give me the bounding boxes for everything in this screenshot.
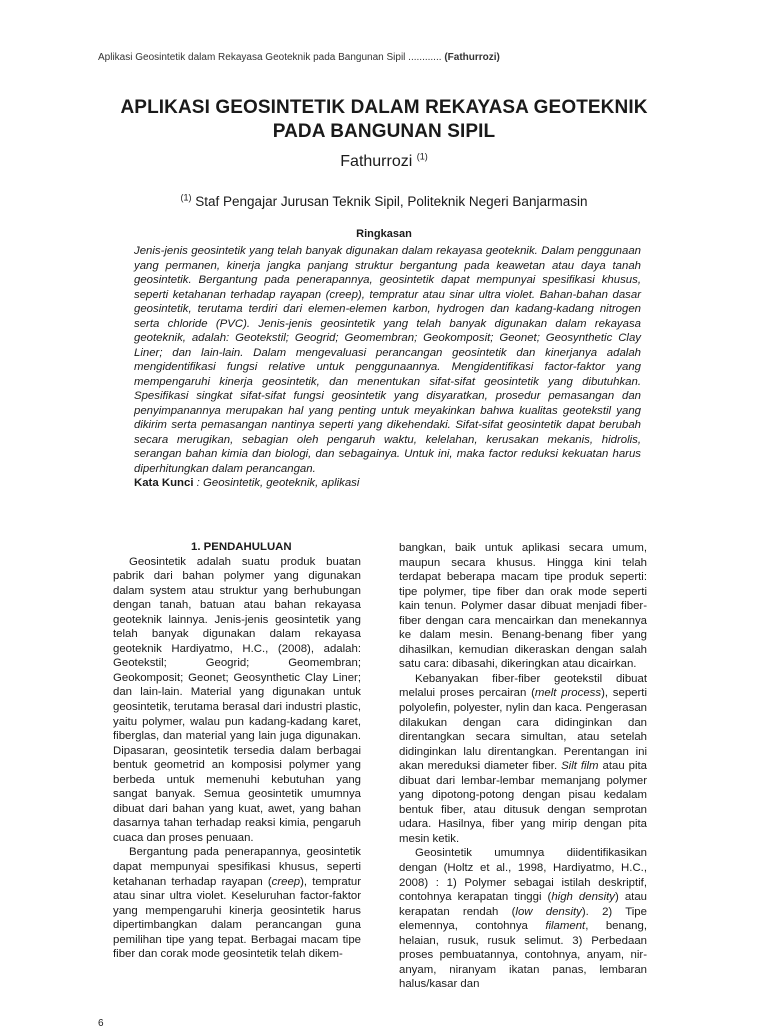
abstract-heading: Ringkasan	[356, 228, 412, 240]
paragraph-text: ), tempratur atau sinar ultra violet. Keseluruhan factor-faktor yang mempengaruhi kinerja geosintetik harus dipertimbangkan dalam perancangan guna pemilihan tipe yang tepat. Berbagai macam tipe fiber dan corak mode geosintetik telah dikem-	[113, 875, 361, 961]
body-column-right	[399, 541, 647, 992]
keywords	[134, 476, 641, 491]
paragraph	[399, 846, 647, 991]
emphasis-term: low density	[515, 905, 582, 918]
title-line-2: PADA BANGUNAN SIPIL	[272, 121, 496, 142]
body-column-left	[113, 540, 361, 962]
paper-title	[60, 96, 708, 144]
keywords-label: Kata Kunci	[134, 477, 194, 489]
paragraph: Geosintetik adalah suatu produk buatan pabrik dari bahan polymer yang digunakan dalam system atau struktur yang berhubungan dengan tanah, batuan atau bahan rekayasa geoteknik lainnya. Jenis-jenis geosintetik yang telah banyak digunakan dalam rekayasa geoteknik Hardiyatmo, H.C., (2008), adalah: Geotekstil; Geogrid; Geomembran; Geokomposit; Geonet; Geosynthetic Clay Liner; dan lain-lain. Material yang digunakan untuk geosintetik, terutama berasal dari industri plastic, yaitu polymer, walau pun kadang-kadang karet, fiberglas, dan material yang lain juga digunakan. Dipasaran, geosintetik tersedia dalam berbagai bentuk geometrid an komposisi polymer yang berbeda untuk memenuhi kebutuhan yang sangat banyak. Semua geosintetik umumnya dibuat dari bahan yang kuat, awet, yang bahan dasarnya tahan terhadap reaksi kimia, pengaruh cuaca dan proses penuaan.	[113, 555, 361, 844]
paragraph-text: ), seperti polyolefin, polyester, nylin dan kaca. Pengerasan dilakukan dengan cara didinginkan dan direntangkan secara simultan, atau setelah didinginkan lalu direntangkan. Perentangan ini akan mereduksi diameter fiber.	[399, 687, 647, 773]
page-number: 6	[98, 1018, 104, 1029]
paragraph-text: Bergantung pada penerapannya, geosintetik dapat mempunyai spesifikasi khusus, seperti ketahanan terhadap rayapan (	[113, 846, 361, 888]
affiliation-text: Staf Pengajar Jurusan Teknik Sipil, Politeknik Negeri Banjarmasin	[191, 194, 588, 209]
emphasis-term: melt process	[534, 687, 602, 700]
author-name: Fathurrozi	[340, 153, 417, 170]
section-heading: 1. PENDAHULUAN	[191, 541, 292, 553]
paragraph-text: atau pita dibuat dari lembar-lembar memanjang polymer yang dipotong-potong dengan pisau kedalam bentuk fiber, atau ditusuk dengan semprotan udara. Hasilnya, fiber yang mirip dengan pita mesin ketik.	[399, 760, 647, 845]
abstract-text: Jenis-jenis geosintetik yang telah banyak digunakan dalam rekayasa geoteknik. Dalam penggunaan yang permanen, kinerja jangka panjang struktur bergantung pada keawetan atau daya tanah geosintetik. Bergantung pada penerapannya, geosintetik dapat mempunyai spesifikasi khusus, seperti ketahanan terhadap rayapan (creep), tempratur atau sinar ultra violet. Bahan-bahan dasar geosintetik, terutama terdiri dari elemen-elemen karbon, hydrogen dan kadang-kadang nitrogen serta chloride (PVC). Jenis-jenis geosintetik yang telah banyak digunakan dalam rekayasa geoteknik, adalah: Geotekstil; Geogrid; Geomembran; Geokomposit; Geonet; Geosynthetic Clay Liner; dan lain-lain. Dalam mengevaluasi perancangan geosintetik dan kinerjanya adalah mengidentifikasi fungsi relative untuk penggunaannya. Mengidentifikasi factor-faktor yang mempengaruhi kinerja geosintetik, dan menentukan sifat-sifat geosintetik yang dibutuhkan. Spesifikasi singkat sifat-sifat fungsi geosintetik yang disyaratkan, prosedur pemasangan dan penyimpanannya merupakan hal yang penting untuk meyakinkan bahwa kualitas geotekstil yang dikirim serta pemasangan nantinya seperti yang dikehendaki. Sifat-sifat geosintetik dapat berubah secara merugikan, sebagian oleh pengaruh waktu, kelelahan, kerusakan mekanis, hidrolis, serangan bahan kimia dan biologi, dan sebagainya. Untuk ini, maka factor reduksi kekuatan harus diperhitungkan dalam perancangan.	[134, 245, 641, 475]
paragraph	[399, 672, 647, 847]
author-marker: (1)	[416, 151, 428, 162]
paragraph-text: Geosintetik umumnya diidentifikasikan dengan (Holtz et al., 1998, Hardiyatmo, H.C., 2008) : 1) Polymer sebagai istilah deskriptif, contohnya kerapatan tinggi (	[399, 847, 647, 904]
keywords-text: : Geosintetik, geoteknik, aplikasi	[193, 477, 360, 489]
paragraph-text: ). 2) Tipe elemennya, contohnya	[399, 905, 647, 933]
emphasis-term: creep	[271, 875, 301, 888]
paragraph-text: , benang, helaian, rusuk, rusuk selimut. 3) Perbedaan proses pembuatannya, contohnya, anyam, nir-anyam, niranyam ikatan panas, lembaran halus/kasar dan	[399, 920, 647, 991]
emphasis-term: high density	[551, 891, 615, 904]
running-header	[98, 52, 658, 63]
running-title: Aplikasi Geosintetik dalam Rekayasa Geoteknik pada Bangunan Sipil ............	[98, 52, 442, 63]
running-author: (Fathurrozi)	[444, 52, 500, 63]
paragraph-text: ) atau kerapatan rendah (	[399, 891, 647, 918]
emphasis-term: filament	[545, 920, 586, 933]
paragraph-text: Kebanyakan fiber-fiber geotekstil dibuat melalui proses percairan (	[399, 672, 647, 700]
affiliation	[60, 194, 708, 209]
paragraph	[113, 845, 361, 961]
emphasis-term: Silt film	[561, 760, 599, 773]
paragraph: bangkan, baik untuk aplikasi secara umum, maupun secara khusus. Hingga kini telah terdapat beberapa macam tipe produk seperti: tipe polymer, tipe fiber dan orak mode seperti kain tenun. Polymer dasar dibuat menjadi fiber-fiber dengan cara mencairkan dan menekannya ke dalam mesin. Benang-benang fiber yang dihasilkan, kemudian dikeraskan dengan salah satu cara: dibasahi, dikeringkan atau dicairkan.	[399, 542, 647, 671]
author-line	[60, 153, 708, 171]
affiliation-marker: (1)	[180, 192, 192, 203]
title-line-1: APLIKASI GEOSINTETIK DALAM REKAYASA GEOTEKNIK	[120, 97, 648, 118]
abstract	[134, 244, 641, 491]
